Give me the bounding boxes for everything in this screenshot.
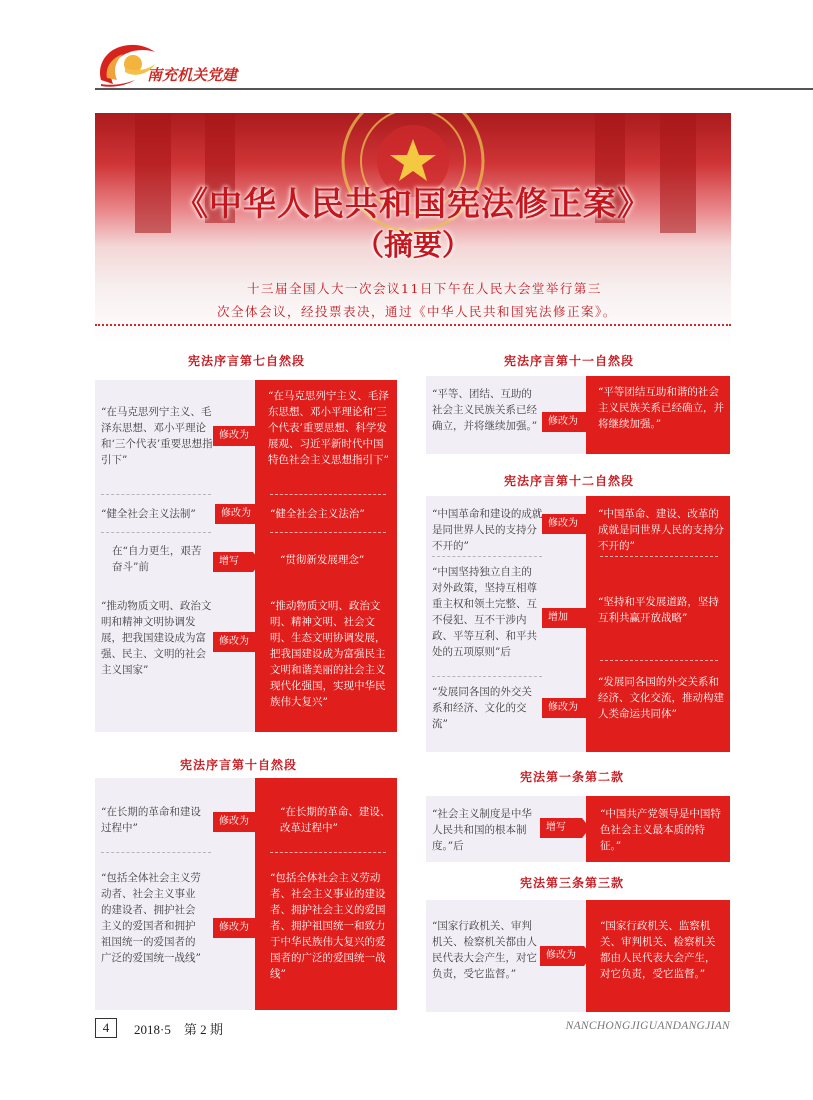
before-text: “中国坚持独立自主的对外政策，坚持互相尊重主权和领土完整、互不侵犯、互不干涉内政、平等互利、和平共处的五项原则”后 — [432, 566, 537, 658]
before-text: “包括全体社会主义劳动者、社会主义事业的建设者、拥护社会主义的爱国者和拥护祖国统一的爱国者的广泛的爱国统一战线” — [101, 872, 201, 964]
row-divider — [101, 852, 211, 853]
section-title-preamble-10: 宪法序言第十自然段 — [180, 758, 298, 772]
after-text: “平等团结互助和谐的社会主义民族关系已经确立，并将继续加强。” — [598, 386, 724, 430]
after-text: “中国革命、建设、改革的成就是同世界人民的支持分不开的” — [598, 508, 724, 552]
after-text: “贯彻新发展理念” — [280, 554, 365, 566]
after-text: “包括全体社会主义劳动者、社会主义事业的建设者、拥护社会主义的爱国者、拥护祖国统一和致力于中华民族伟大复兴的爱国者的广泛的爱国统一战线” — [270, 872, 386, 980]
before-text: “中国革命和建设的成就是同世界人民的支持分不开的” — [432, 508, 543, 552]
before-text: “社会主义制度是中华人民共和国的根本制度。”后 — [432, 808, 532, 852]
section-title-article-1: 宪法第一条第二款 — [520, 770, 625, 784]
tag-modify: 修改为 — [540, 946, 584, 966]
row-divider — [432, 676, 542, 677]
before-text: “在长期的革命和建设过程中” — [101, 806, 201, 834]
page-number: 4 — [95, 1018, 117, 1038]
section-title-preamble-12: 宪法序言第十二自然段 — [504, 474, 635, 488]
after-text: “健全社会主义法治” — [270, 508, 365, 520]
row-divider — [600, 556, 718, 557]
section-title-preamble-7: 宪法序言第七自然段 — [188, 354, 306, 368]
row-divider — [600, 660, 718, 661]
before-text: “健全社会主义法制” — [101, 508, 196, 520]
tag-modify: 修改为 — [213, 632, 255, 652]
page-header — [0, 0, 813, 92]
section-title-article-3: 宪法第三条第三款 — [520, 876, 625, 890]
header-divider — [95, 88, 813, 90]
row-divider — [270, 494, 386, 495]
tag-add: 增加 — [542, 608, 586, 628]
tag-modify: 修改为 — [542, 698, 586, 718]
tag-modify: 修改为 — [213, 812, 255, 832]
before-text: “国家行政机关、审判机关、检察机关都由人民代表大会产生，对它负责，受它监督。” — [432, 920, 537, 980]
after-text: “在马克思列宁主义、毛泽东思想、邓小平理论和‘三个代表’重要思想、科学发展观、习近平新时代中国特色社会主义思想指引下” — [268, 390, 389, 466]
intro-line-1: 十三届全国人大一次会议11日下午在人民大会堂举行第三 — [247, 281, 602, 296]
row-divider — [432, 556, 542, 557]
after-text: “国家行政机关、监察机关、审判机关、检察机关都由人民代表大会产生，对它负责，受它监督。” — [600, 920, 716, 980]
before-text: 在“自力更生，艰苦奋斗”前 — [112, 545, 202, 573]
intro-line-2: 次全体会议，经投票表决，通过《中华人民共和国宪法修正案》。 — [217, 304, 617, 319]
after-text: “在长期的革命、建设、改革过程中” — [280, 806, 391, 834]
row-divider — [270, 852, 386, 853]
after-text: “推动物质文明、政治文明、精神文明、社会文明、生态文明协调发展，把我国建设成为富强民主文明和谐美丽的社会主义现代化强国，实现中华民族伟大复兴” — [270, 600, 386, 708]
tag-add: 增写 — [213, 552, 253, 572]
row-divider — [101, 532, 211, 533]
tag-modify: 修改为 — [215, 504, 255, 524]
tag-modify: 修改为 — [213, 426, 255, 446]
tag-modify: 修改为 — [542, 514, 586, 534]
banner-intro — [217, 277, 617, 323]
before-text: “在马克思列宁主义、毛泽东思想、邓小平理论和‘三个代表’重要思想指引下” — [101, 406, 213, 466]
footer-publication-name: NANCHONGJIGUANDANGJIAN — [565, 1020, 730, 1032]
tag-add: 增写 — [540, 818, 582, 838]
issue-label: 2018·5 第 2 期 — [134, 1022, 223, 1037]
before-text: “发展同各国的外交关系和经济、文化的交流” — [432, 686, 532, 730]
after-text: “发展同各国的外交关系和经济、文化交流，推动构建人类命运共同体” — [598, 676, 724, 720]
banner-title: 《中华人民共和国宪法修正案》 — [175, 184, 651, 223]
row-divider — [270, 532, 386, 533]
before-text: “平等、团结、互助的社会主义民族关系已经确立，并将继续加强。” — [432, 388, 538, 432]
banner-subtitle: （摘要） — [354, 228, 471, 262]
tag-modify: 修改为 — [542, 412, 586, 432]
section-title-preamble-11: 宪法序言第十一自然段 — [504, 354, 635, 368]
after-text: “中国共产党领导是中国特色社会主义最本质的特征。” — [600, 808, 721, 852]
before-text: “推动物质文明、政治文明和精神文明协调发展，把我国建设成为富强、民主、文明的社会主义国家” — [101, 600, 212, 676]
after-text: “坚持和平发展道路，坚持互利共赢开放战略” — [598, 596, 719, 624]
row-divider — [101, 494, 211, 495]
banner-dotted-divider — [95, 324, 731, 326]
brand-title: 南充机关党建 — [147, 66, 238, 84]
title-banner — [95, 113, 731, 343]
tag-modify: 修改为 — [213, 918, 255, 938]
